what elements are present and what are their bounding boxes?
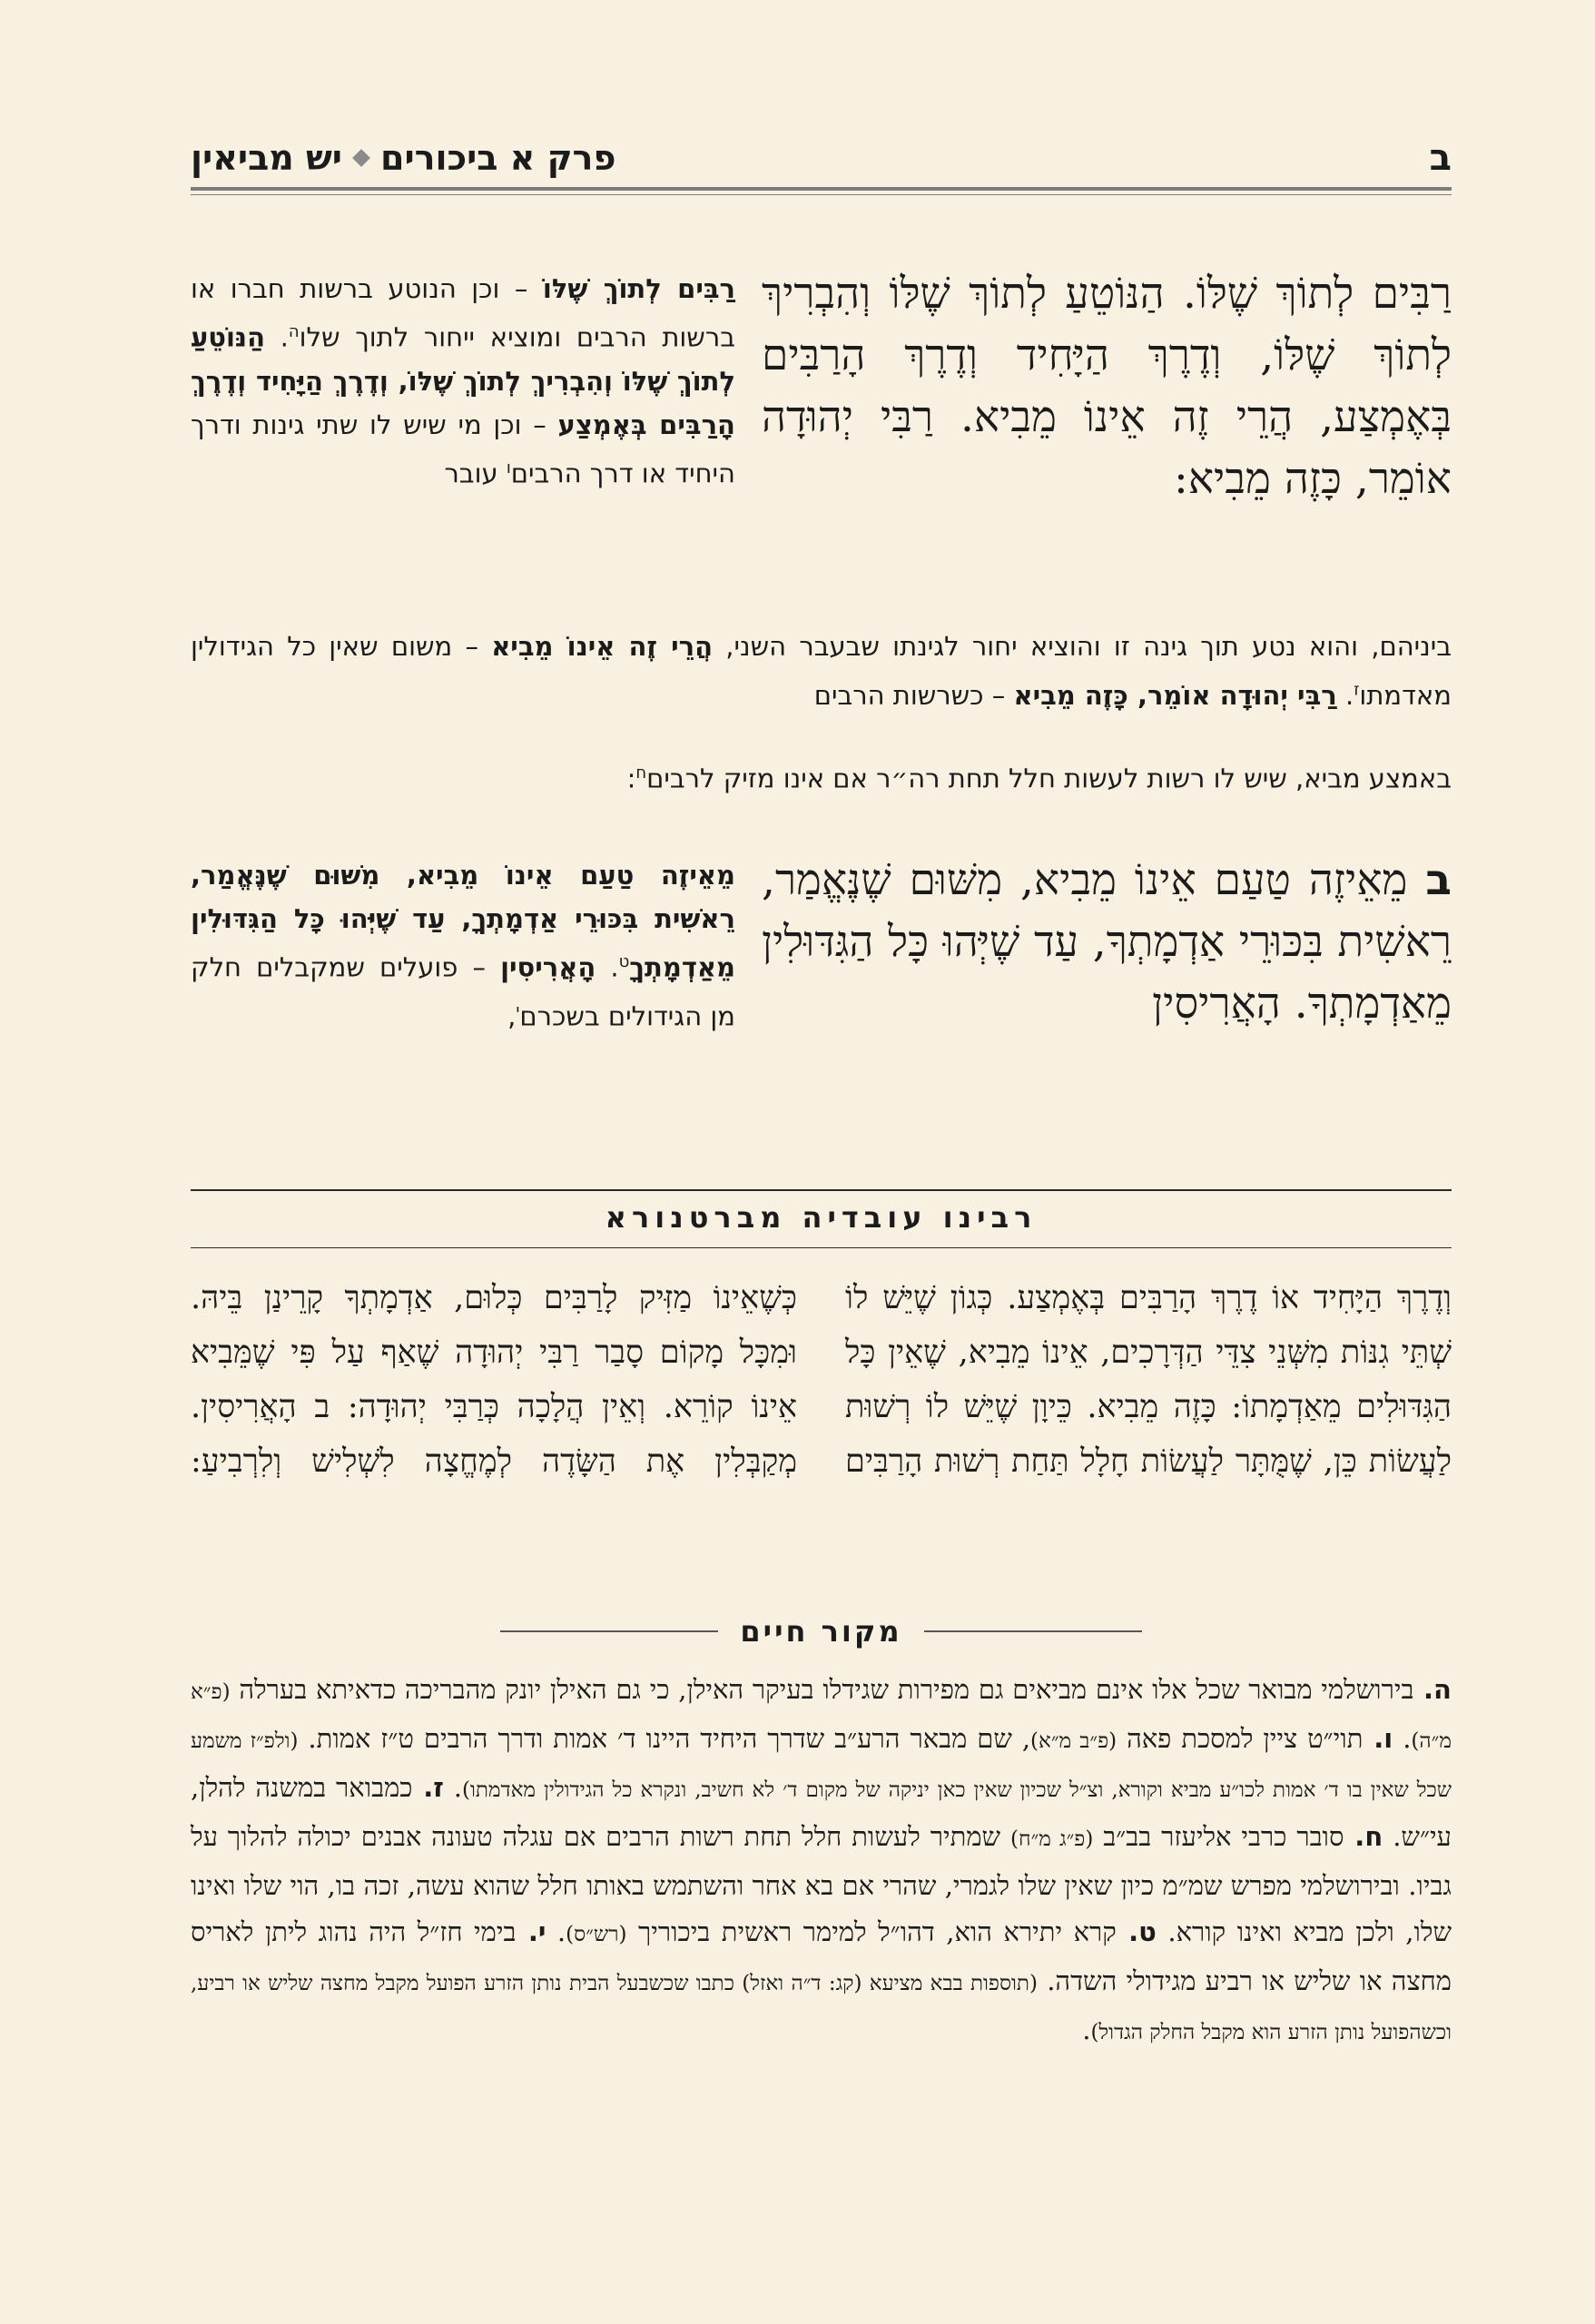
- body-text: באמצע מביא, שיש לו רשות לעשות חלל תחת רה״ר אם אינו מזיק לרבים: [646, 763, 1452, 794]
- note-small-text: (רש״ס): [566, 1923, 627, 1946]
- note-label: ח.: [1344, 1821, 1383, 1852]
- lemma-text: מֵאֵיזֶה טַעַם אֵינוֹ מֵבִיא, מִשּׁוּם שֶׁנֶּאֱמַר, רֵאשִׁית בִּכּוּרֵי אַדְמָתְךָ, עַד שֶׁיְּהוּ כָּל הַגִּדּוּלִין מֵאַדְמָתְךָ: [191, 860, 735, 983]
- note-label: ו.: [1363, 1723, 1393, 1754]
- mekor-chaim-header: [191, 1609, 1452, 1654]
- mishna-text-1: רַבִּים לְתוֹךְ שֶׁלּוֹ. הַנּוֹטֵעַ לְתוֹךְ שֶׁלּוֹ וְהִבְרִיךְ לְתוֹךְ שֶׁלּוֹ, וְדֶרֶךְ הַיָּחִיד וְדֶרֶךְ הָרַבִּים בְּאֶמְצַע, הֲרֵי זֶה אֵינוֹ מֵבִיא. רַבִּי יְהוּדָה אוֹמֵר, כָּזֶה מֵבִיא:: [762, 269, 1452, 504]
- lemma-text: רַבִּים לְתוֹךְ שֶׁלּוֹ: [542, 273, 736, 304]
- body-text: – וכן הנוטע ברשות חברו או ברשות הרבים ומוציא ייחור לתוך שלו: [191, 273, 735, 353]
- body-text: – וכן מי שיש לו שתי גינות ודרך היחיד או דרך הרבים: [191, 409, 735, 489]
- note-label: י.: [516, 1916, 546, 1947]
- body-text: .: [1082, 2014, 1091, 2045]
- lemma-text: רַבִּי יְהוּדָה אוֹמֵר, כָּזֶה מֵבִיא: [1013, 679, 1337, 711]
- note-label: ז.: [412, 1772, 444, 1803]
- lemma-text: הֲרֵי זֶה אֵינוֹ מֵבִיא: [491, 631, 714, 662]
- header-rule: [191, 187, 1452, 191]
- note-marker: ז: [1354, 680, 1360, 699]
- body-text: .: [1336, 679, 1354, 711]
- body-text: .: [1393, 1723, 1412, 1754]
- commentary-side-1: [191, 267, 735, 495]
- bartenura-right-column: וְדֶרֶךְ הַיָּחִיד אוֹ דֶרֶךְ הָרַבִּים בְּאֶמְצַע. כְּגוֹן שֶׁיֵּשׁ לוֹ שְׁתֵּי גִנּוֹת מִשְּׁנֵי צִדֵּי הַדְּרָכִים, אֵינוֹ מֵבִיא, שֶׁאֵין כָּל הַגִּדּוּלִים מֵאַדְמָתוֹ: כָּזֶה מֵבִיא. כֵּיוָן שֶׁיֵּשׁ לוֹ רְשׁוּת לַעֲשׂוֹת כֵּן, שֶׁמֻּתָּר לַעֲשׂוֹת חָלָל תַּחַת רְשׁוּת הָרַבִּים: [845, 1280, 1452, 1480]
- bartenura-left-column: כְּשֶׁאֵינוֹ מַזִּיק לָרַבִּים כְּלוּם, אַדְמָתְךָ קָרֵינַן בֵּיהּ. וּמִכָּל מָקוֹם סָבַר רַבִּי יְהוּדָה שֶׁאַף עַל פִּי שֶׁמֵּבִיא אֵינוֹ קוֹרֵא. וְאֵין הֲלָכָה כְּרַבִּי יְהוּדָה: ב הָאֲרִיסִין. מְקַבְּלִין אֶת הַשָּׂדֶה לְמֶחֱצָה לִשְׁלִישׁ וְלִרְבִיעַ:: [191, 1280, 797, 1480]
- footnotes: [191, 1667, 1452, 2056]
- page-number: ב: [1429, 137, 1452, 179]
- lemma-text: הַנּוֹטֵעַ לְתוֹךְ שֶׁלּוֹ וְהִבְרִיךְ לְתוֹךְ שֶׁלּוֹ, וְדֶרֶךְ הַיָּחִיד וְדֶרֶךְ הָרַבִּים בְּאֶמְצַע: [191, 321, 735, 440]
- note-label: ה.: [1413, 1674, 1452, 1705]
- body-text: שמתיר לעשות חלל תחת רשות הרבים אם עגלה טעונה אבנים יכולה להלוך על גביו. ובירושלמי מפרש שמ״מ כיון שאין שלו לגמרי, שהרי אם בא אחר והשתמש באותו חלל שהוא עשה, זכה בו, הוי שלו ואינו שלו, ולכן מביא ואינו קורא.: [191, 1821, 1452, 1947]
- mishna-letter: ב: [1425, 855, 1452, 905]
- body-text: בירושלמי מבואר שכל אלו אינם מביאים גם מפירות שגידלו בעיקר האילן, כי גם האילן יונק מהבריכה כדאיתא בערלה: [230, 1674, 1414, 1705]
- body-text: – כשרשות הרבים: [813, 679, 1014, 711]
- diamond-icon: [352, 149, 370, 167]
- page-header: [191, 134, 1452, 182]
- note-label: ט.: [1116, 1916, 1157, 1947]
- note-marker: י: [516, 1000, 520, 1020]
- body-text: , שם מבאר הרע״ב שדרך היחיד היינו ד׳ אמות ודרך הרבים ט״ז אמות.: [298, 1723, 1031, 1754]
- body-text: כמבואר במשנה להלן, עי״ש.: [191, 1772, 1452, 1852]
- divider-line: [924, 1630, 1142, 1632]
- commentary-full-1-last: [191, 752, 1452, 801]
- section-rule-thin: [191, 1247, 1452, 1248]
- body-text: .: [596, 951, 619, 983]
- body-text: .: [443, 1772, 462, 1803]
- body-text: ,: [507, 1000, 517, 1032]
- running-title: [191, 138, 615, 178]
- body-text: .: [265, 321, 289, 353]
- bartenura-title: רבינו עובדיה מברטנורא: [605, 1200, 1038, 1235]
- body-text: – משום שאין כל הגידולין מאדמתו: [191, 631, 1452, 711]
- lemma-text: הָאֲרִיסִין: [500, 951, 596, 983]
- mishna-text-2-body: מֵאֵיזֶה טַעַם אֵינוֹ מֵבִיא, מִשּׁוּם שֶׁנֶּאֱמַר, רֵאשִׁית בִּכּוּרֵי אַדְמָתְךָ, עַד שֶׁיְּהוּ כָּל הַגִּדּוּלִין מֵאַדְמָתְךָ. הָאֲרִיסִין: [762, 855, 1452, 1029]
- note-small-text: (תוספות בבא מציעא (קג: ד״ה ואזל) כתבו שכשבעל הבית נותן הזרע הפועל מקבל מחצה שליש או רביע, וכשהפועל נותן הזרע הוא מקבל החלק הגדול): [191, 1972, 1452, 2044]
- note-marker: ו: [506, 458, 511, 478]
- note-marker: ח: [635, 763, 647, 783]
- commentary-side-2: [191, 853, 735, 1038]
- note-small-text: (פ״א מ״ה): [191, 1680, 1452, 1753]
- body-text: קרא יתירא הוא, דהו״ל למימר ראשית ביכוריך: [626, 1916, 1117, 1947]
- body-text: בימי חז״ל היה נהוג ליתן לאריס מחצה או שליש או רביע מגידולי השדה.: [191, 1916, 1452, 1996]
- body-text: תוי״ט ציין למסכת פאה: [1117, 1723, 1364, 1754]
- note-small-text: (פ״ב מ״א): [1030, 1729, 1117, 1753]
- header-rule-thin: [191, 194, 1452, 195]
- note-marker: ה: [288, 322, 300, 341]
- body-text: .: [546, 1916, 566, 1947]
- chapter-label: פרק א ביכורים: [380, 138, 616, 178]
- mekor-chaim-title: מקור חיים: [740, 1614, 902, 1649]
- body-text: :: [626, 763, 636, 794]
- body-text: סובר כרבי אליעזר בב״ב: [1093, 1821, 1344, 1852]
- body-text: – פועלים שמקבלים חלק מן הגידולים בשכרם: [191, 951, 735, 1032]
- note-marker: ט: [618, 952, 630, 971]
- section-rule: [191, 1189, 1452, 1191]
- body-text: עובר: [444, 458, 507, 489]
- mishna-text-2: [762, 850, 1452, 1035]
- commentary-full-1: [191, 625, 1452, 717]
- note-small-text: (פ״ג מ״ח): [1009, 1827, 1094, 1851]
- commentary-full-1-lines: [191, 631, 1452, 711]
- divider-line: [500, 1630, 718, 1632]
- book-title: יש מביאין: [191, 138, 342, 178]
- note-small-text: (ולפ״ז משמע שכל שאין בו ד׳ אמות לכו״ע מביא וקורא, וצ״ל שכיון שאין כאן יניקה של מקום ד׳ לא חשיב, ונקרא כל הגידולין מאדמתו): [191, 1729, 1452, 1802]
- body-text: ביניהם, והוא נטע תוך גינה זו והוציא יחור לגינתו שבעבר השני,: [713, 631, 1452, 662]
